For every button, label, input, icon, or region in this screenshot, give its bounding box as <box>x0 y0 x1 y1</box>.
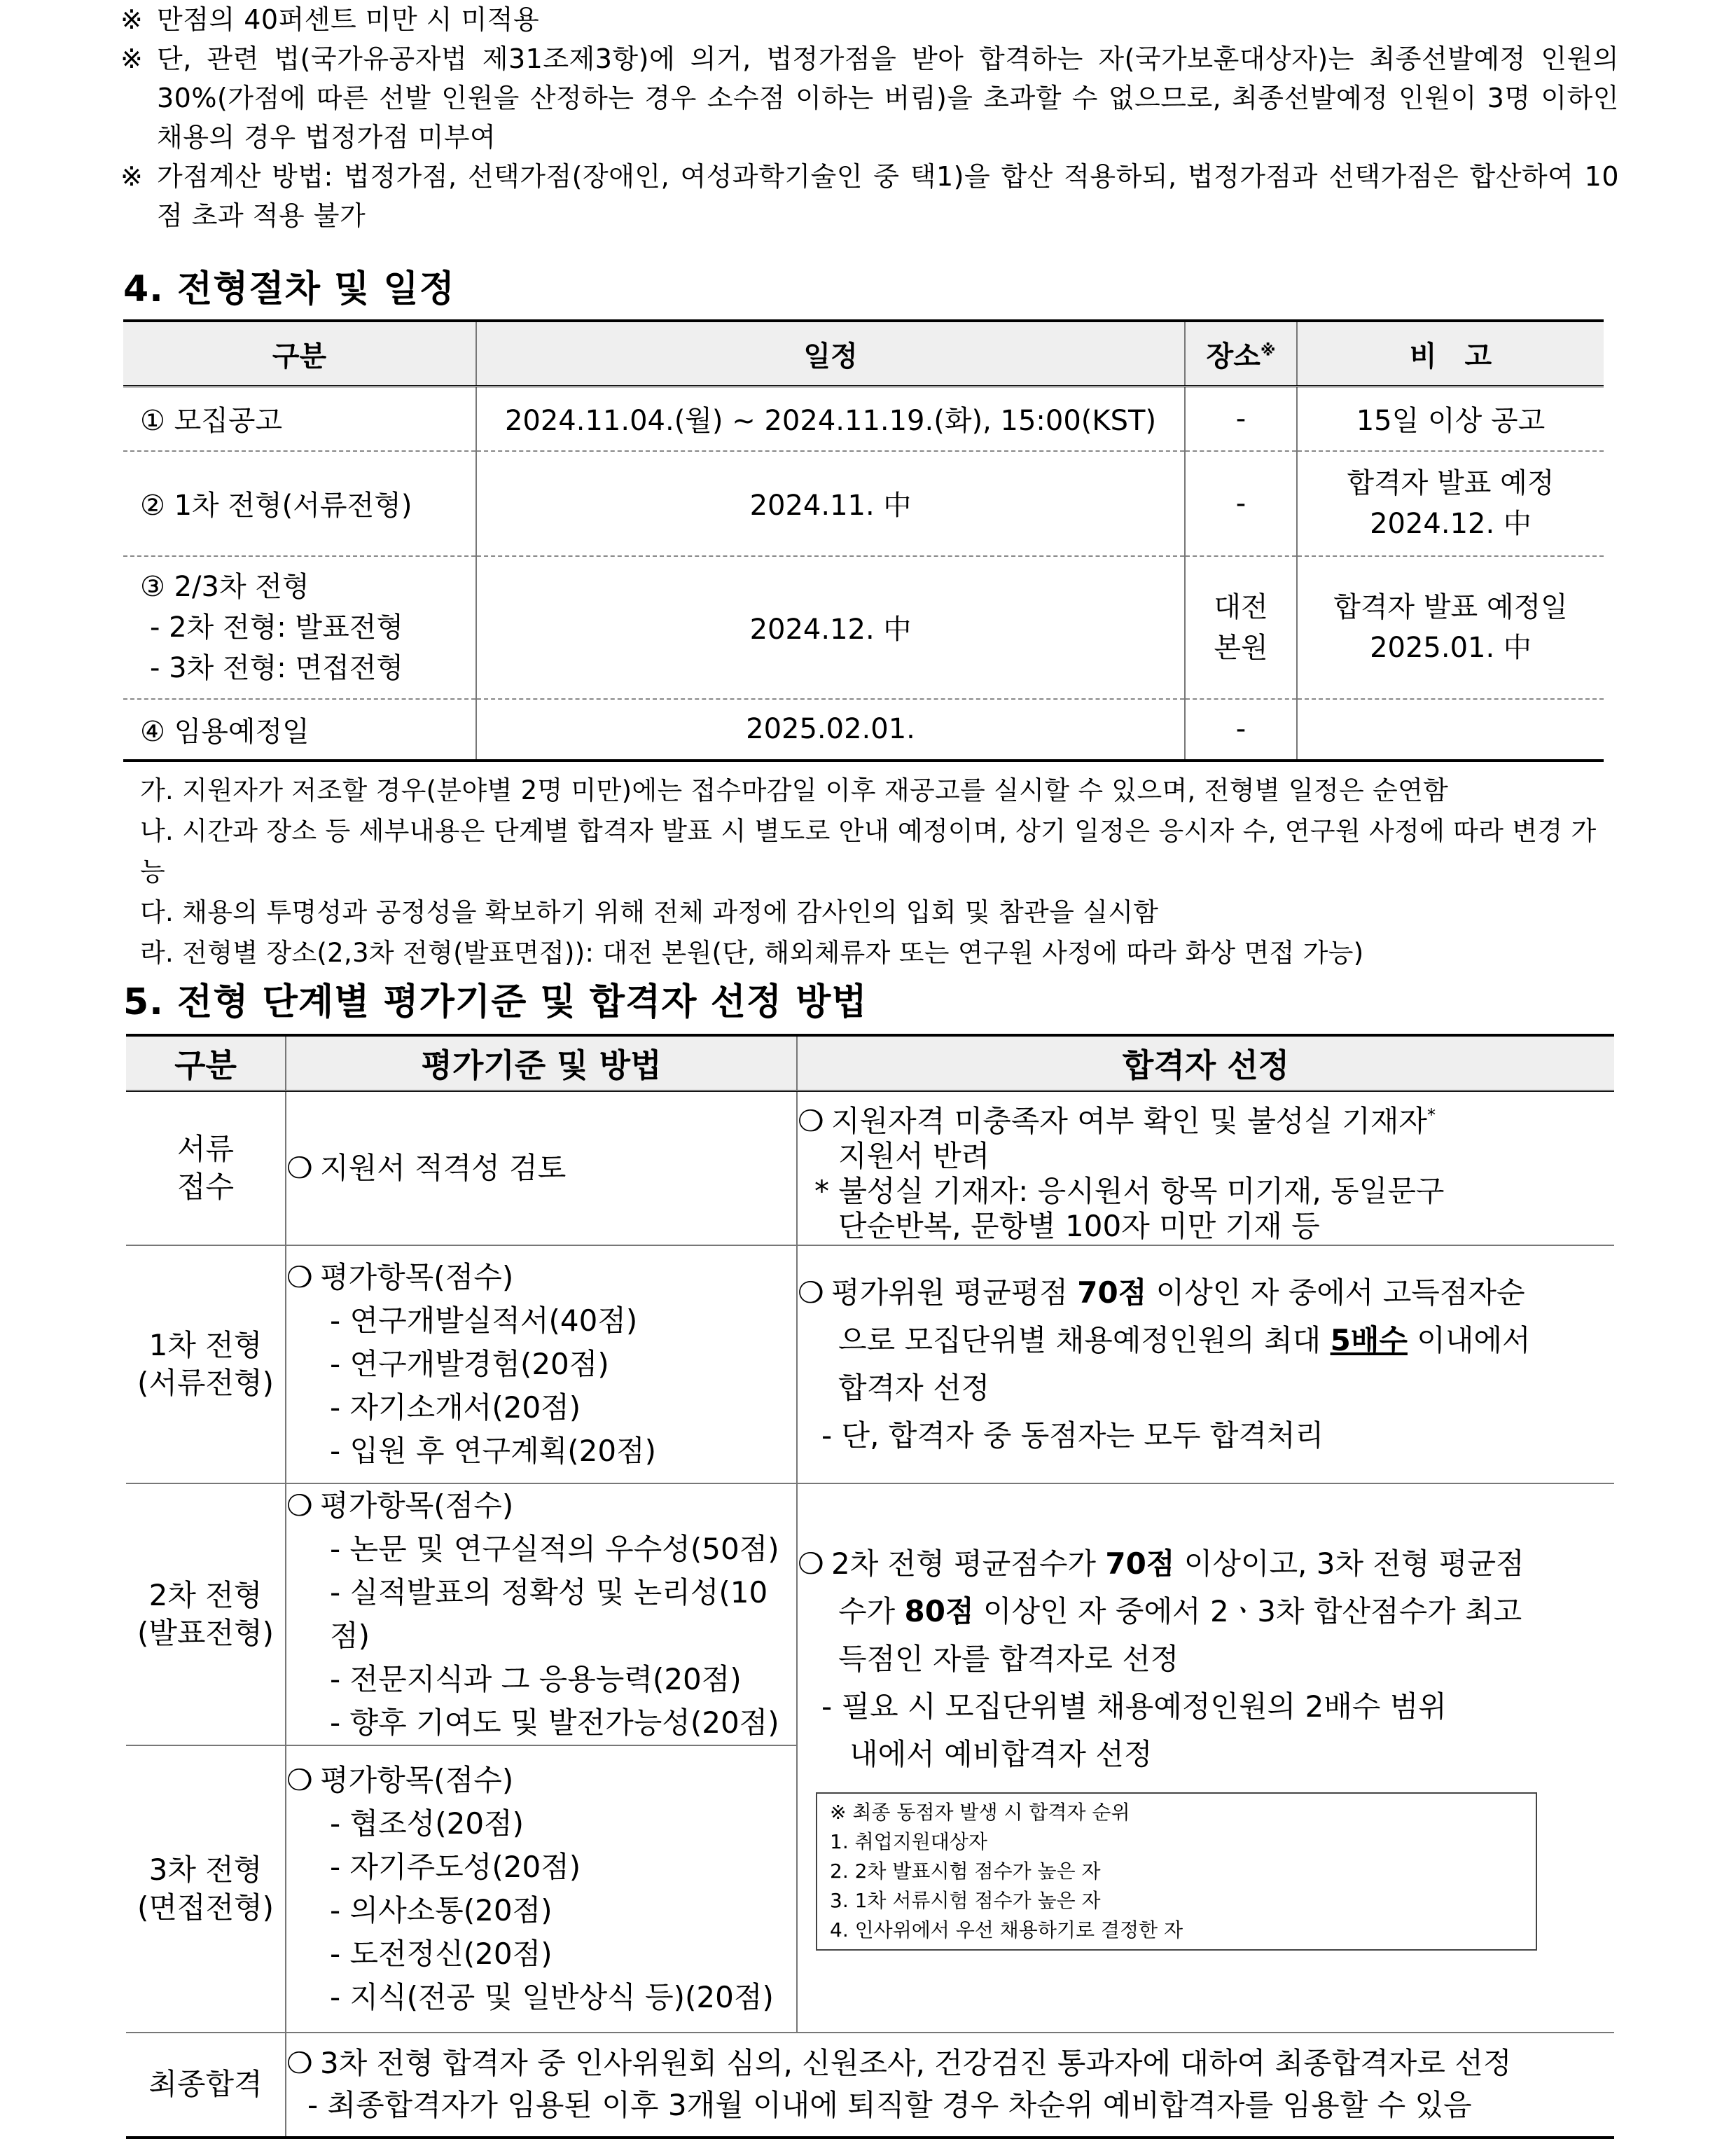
top-notes <box>120 0 1619 235</box>
header-criteria: 평가기준 및 방법 <box>286 1035 797 1091</box>
selection-line: * 불성실 기재자: 응시원서 항목 미기재, 동일문구 <box>814 1174 1445 1209</box>
selection-text: 수가 <box>838 1593 905 1628</box>
selection-line <box>798 1269 1614 1317</box>
row-category: ② 1차 전형(서류전형) <box>123 451 476 556</box>
row-category <box>126 1483 286 1745</box>
header-schedule: 일정 <box>476 321 1185 387</box>
category-sub: - 2차 전형: 발표전형 <box>150 611 403 644</box>
header-selection: 합격자 선정 <box>797 1035 1614 1091</box>
bullet-icon: ❍ <box>286 1259 313 1294</box>
final-text: 3차 전형 합격자 중 인사위원회 심의, 신원조사, 건강검진 통과자에 대하여 최종합격자로 선정 <box>320 2046 1512 2080</box>
row-criteria <box>286 1245 797 1483</box>
category-line: (면접전형) <box>137 1890 275 1925</box>
selection-score: 70점 <box>1105 1546 1175 1581</box>
criteria-item: - 자기주도성(20점) <box>330 1849 581 1884</box>
place-line: 대전 <box>1214 590 1268 623</box>
category-line: 2차 전형 <box>148 1577 263 1612</box>
tie-rule-title: ※ 최종 동점자 발생 시 합격자 순위 <box>830 1800 1130 1824</box>
note-mark: ※ <box>120 4 144 35</box>
header-remarks: 비 고 <box>1297 321 1604 387</box>
row-schedule: 2024.11.04.(월) ~ 2024.11.19.(화), 15:00(KST) <box>476 387 1185 451</box>
note-line: 라. 전형별 장소(2,3차 전형(발표면접)): 대전 본원(단, 해외체류자 또는 연구원 사정에 따라 화상 면접 가능) <box>140 938 1364 968</box>
header-place-mark: ※ <box>1260 342 1276 360</box>
table-row <box>123 699 1604 761</box>
criteria-item: - 입원 후 연구계획(20점) <box>330 1433 656 1468</box>
row-schedule: 2025.02.01. <box>476 699 1185 761</box>
selection-line <box>798 1098 1614 1139</box>
row-place: - <box>1185 699 1297 761</box>
criteria-head-text: 평가항목(점수) <box>320 1762 514 1797</box>
row-selection <box>797 1091 1614 1245</box>
criteria-head <box>286 1484 796 1528</box>
note-mark: ※ <box>120 161 144 192</box>
note-item <box>120 0 1619 39</box>
note-text: 단, 관련 법(국가유공자법 제31조제3항)에 의거, 법정가점을 받아 합격하는 자(국가보훈대상자)는 최종선발예정 인원의 30%(가점에 따른 선발 인원을 산정하는 경우 소수점 이하는 버림)을 초과할 수 없으므로, 최종선발예정 인원이 3명 이하인 채용의 경우 법정가점 미부여 <box>157 43 1619 153</box>
row-final-selection <box>286 2033 1614 2138</box>
schedule-notes <box>140 770 1618 974</box>
final-line: - 최종합격자가 임용된 이후 3개월 이내에 퇴직할 경우 차순위 예비합격자를 임용할 수 있음 <box>307 2088 1472 2122</box>
row-category <box>126 1245 286 1483</box>
selection-line: 지원서 반려 <box>838 1139 990 1174</box>
row-schedule: 2024.11. 中 <box>476 451 1185 556</box>
remarks-line: 합격자 발표 예정일 <box>1333 590 1568 623</box>
table-header-row <box>126 1035 1614 1091</box>
table-row <box>123 451 1604 556</box>
criteria-item: - 연구개발실적서(40점) <box>330 1303 638 1338</box>
bullet-icon: ❍ <box>286 2046 313 2080</box>
category-sub: - 3차 전형: 면접전형 <box>150 651 403 684</box>
table-row <box>123 387 1604 451</box>
bullet-icon: ❍ <box>798 1546 824 1581</box>
category-line: 접수 <box>176 1169 235 1204</box>
final-line <box>286 2042 1614 2084</box>
selection-text: 지원자격 미충족자 여부 확인 및 불성실 기재자 <box>831 1104 1427 1139</box>
note-line: 가. 지원자가 저조할 경우(분야별 2명 미만)에는 접수마감일 이후 재공고를 실시할 수 있으며, 전형별 일정은 순연함 <box>140 775 1449 805</box>
note-item <box>120 157 1619 235</box>
note-line: 나. 시간과 장소 등 세부내용은 단계별 합격자 발표 시 별도로 안내 예정이며, 상기 일정은 응시자 수, 연구원 사정에 따라 변경 가능 <box>140 816 1597 887</box>
selection-line: - 필요 시 모집단위별 채용예정인원의 2배수 범위 <box>821 1689 1447 1724</box>
tie-rule-item: 3. 1차 서류시험 점수가 높은 자 <box>830 1888 1101 1912</box>
tie-rule-item: 1. 취업지원대상자 <box>830 1829 987 1853</box>
selection-multiple: 5배수 <box>1330 1322 1408 1357</box>
criteria-item: - 향후 기여도 및 발전가능성(20점) <box>330 1705 779 1740</box>
row-remarks <box>1297 699 1604 761</box>
row-selection <box>797 1483 1614 2033</box>
criteria-item: - 실적발표의 정확성 및 논리성(10점) <box>330 1574 768 1653</box>
category-line: (서류전형) <box>137 1365 275 1400</box>
row-selection <box>797 1245 1614 1483</box>
selection-line <box>798 1317 1614 1364</box>
criteria-head <box>286 1759 796 1802</box>
row-category <box>123 556 476 699</box>
criteria-item: - 연구개발경험(20점) <box>330 1346 609 1381</box>
note-mark: ※ <box>120 43 144 74</box>
bullet-icon: ❍ <box>286 1488 313 1523</box>
selection-text: 이내에서 <box>1407 1322 1531 1357</box>
row-category: ① 모집공고 <box>123 387 476 451</box>
header-category: 구분 <box>126 1035 286 1091</box>
tie-rule-item: 2. 2차 발표시험 점수가 높은 자 <box>830 1859 1101 1883</box>
criteria-head-text: 평가항목(점수) <box>320 1488 514 1523</box>
criteria-item: - 도전정신(20점) <box>330 1936 553 1971</box>
criteria-item: - 전문지식과 그 응용능력(20점) <box>330 1661 742 1696</box>
bullet-icon: ❍ <box>798 1275 824 1310</box>
selection-line: 합격자 선정 <box>838 1370 990 1405</box>
note-text: 가점계산 방법: 법정가점, 선택가점(장애인, 여성과학기술인 중 택1)을 합산 적용하되, 법정가점과 선택가점은 합산하여 10점 초과 적용 불가 <box>157 161 1619 231</box>
table-row <box>126 2033 1614 2138</box>
selection-line: 단순반복, 문항별 100자 미만 기재 등 <box>838 1209 1320 1244</box>
row-category: 최종합격 <box>126 2033 286 2138</box>
row-criteria <box>286 1745 797 2033</box>
bullet-icon: ❍ <box>286 1150 313 1185</box>
table-row <box>126 1091 1614 1245</box>
criteria-item: - 협조성(20점) <box>330 1806 525 1841</box>
remarks-line: 2024.12. 中 <box>1370 507 1532 540</box>
bullet-icon: ❍ <box>798 1104 824 1139</box>
selection-text: 평가위원 평균평점 <box>831 1275 1078 1310</box>
row-category <box>126 1745 286 2033</box>
criteria-head <box>286 1256 796 1299</box>
row-criteria <box>286 1091 797 1245</box>
bullet-icon: ❍ <box>286 1762 313 1797</box>
category-line: 1차 전형 <box>148 1327 263 1362</box>
note-text: 만점의 40퍼센트 미만 시 미적용 <box>157 4 540 35</box>
row-remarks: 15일 이상 공고 <box>1297 387 1604 451</box>
selection-score: 70점 <box>1077 1275 1147 1310</box>
row-category: ④ 임용예정일 <box>123 699 476 761</box>
header-category: 구분 <box>123 321 476 387</box>
criteria-item: - 논문 및 연구실적의 우수성(50점) <box>330 1531 779 1566</box>
category-line: 3차 전형 <box>148 1852 263 1887</box>
selection-text: 이상인 자 중에서 2ㆍ3차 합산점수가 최고 <box>973 1593 1522 1628</box>
header-place <box>1185 321 1297 387</box>
remarks-line: 2025.01. 中 <box>1370 631 1532 664</box>
selection-line <box>798 1540 1614 1588</box>
row-place: - <box>1185 387 1297 451</box>
row-remarks <box>1297 556 1604 699</box>
criteria-item: - 지식(전공 및 일반상식 등)(20점) <box>330 1979 774 2014</box>
row-schedule: 2024.12. 中 <box>476 556 1185 699</box>
note-item <box>120 39 1619 157</box>
tie-rule-item: 4. 인사위에서 우선 채용하기로 결정한 자 <box>830 1918 1183 1941</box>
section5-title: 5. 전형 단계별 평가기준 및 합격자 선정 방법 <box>123 981 868 1023</box>
row-place <box>1185 556 1297 699</box>
table-header-row <box>123 321 1604 387</box>
remarks-line: 합격자 발표 예정 <box>1347 466 1555 499</box>
table-row <box>126 1483 1614 1745</box>
category-line: (발표전형) <box>137 1615 275 1650</box>
section4-title: 4. 전형절차 및 일정 <box>123 268 455 310</box>
place-line: 본원 <box>1214 631 1268 664</box>
selection-line: 내에서 예비합격자 선정 <box>849 1736 1153 1771</box>
selection-line: - 단, 합격자 중 동점자는 모두 합격처리 <box>821 1418 1324 1453</box>
row-remarks <box>1297 451 1604 556</box>
criteria-text: 지원서 적격성 검토 <box>320 1150 567 1185</box>
selection-text: 이상인 자 중에서 고득점자순 <box>1146 1275 1525 1310</box>
criteria-head-text: 평가항목(점수) <box>320 1259 514 1294</box>
header-place-text: 장소 <box>1206 340 1261 373</box>
row-criteria <box>286 1483 797 1745</box>
tie-rule-box <box>816 1792 1537 1951</box>
category-line: 서류 <box>176 1131 235 1166</box>
criteria-item: - 자기소개서(20점) <box>330 1390 581 1425</box>
row-category <box>126 1091 286 1245</box>
selection-text: 으로 모집단위별 채용예정인원의 최대 <box>838 1322 1331 1357</box>
evaluation-table <box>126 1034 1614 2139</box>
schedule-table <box>123 319 1604 762</box>
selection-text: 2차 전형 평균점수가 <box>831 1546 1106 1581</box>
selection-line <box>798 1588 1614 1635</box>
selection-score: 80점 <box>904 1593 974 1628</box>
selection-text: 이상이고, 3차 전형 평균점 <box>1174 1546 1525 1581</box>
note-line: 다. 채용의 투명성과 공정성을 확보하기 위해 전체 과정에 감사인의 입회 및 참관을 실시함 <box>140 897 1159 927</box>
selection-mark: * <box>1426 1105 1436 1126</box>
selection-line: 득점인 자를 합격자로 선정 <box>838 1641 1179 1676</box>
table-row <box>126 1245 1614 1483</box>
category-line: ③ 2/3차 전형 <box>140 570 310 603</box>
table-row <box>123 556 1604 699</box>
row-place: - <box>1185 451 1297 556</box>
criteria-item: - 의사소통(20점) <box>330 1892 553 1927</box>
